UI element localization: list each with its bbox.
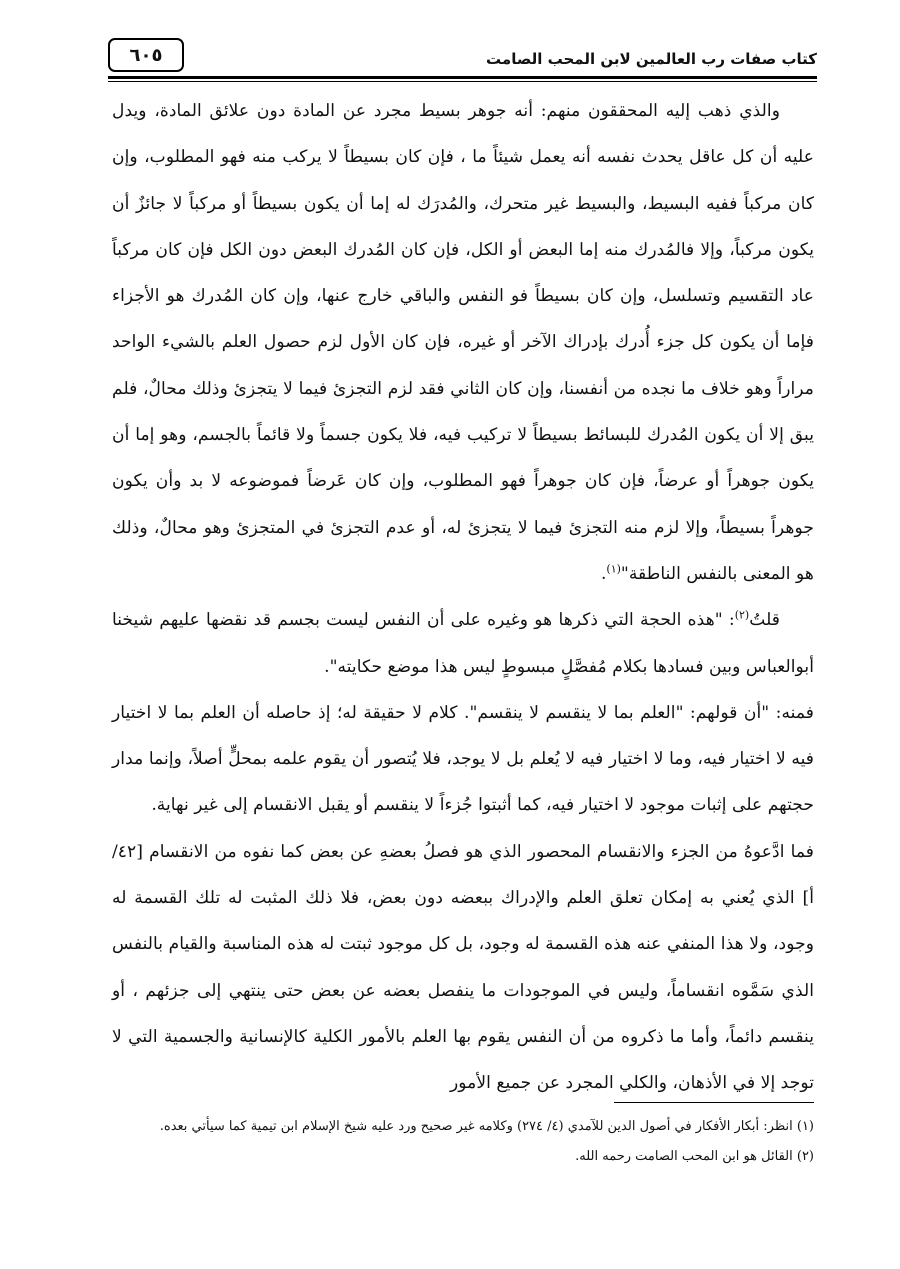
footnote-separator <box>614 1102 814 1103</box>
page-header <box>108 38 817 74</box>
paragraph-2 <box>112 597 814 690</box>
paragraph-1-text: والذي ذهب إليه المحققون منهم: أنه جوهر بسيط مجرد عن المادة دون علائق المادة، ويدل عليه أن كل عاقل يحدث نفسه أنه يعمل شيئاً ما ، فإن كان بسيطاً لا يركب منه فهو المطلوب، وإن كان مركباً ففيه البسيط، والبسيط غير متحرك، والمُدرَك له إما أن يكون بسيطاً أو مركباً لا جائزٌ أن يكون مركباً، وإلا فالمُدرك منه إما البعض أو الكل، فإن كان المُدرك البعض دون الكل فإن كان مركباً عاد التقسيم وتسلسل، وإن كان بسيطاً فو النفس والباقي خارج عنها، وإن كان المُدرك هو الأجزاء فإما أن يكون كل جزء أُدرك بإدراك الآخر أو غيره، فإن كان الأول لزم حصول العلم بالشيء الواحد مراراً وهو خلاف ما نجده من أنفسنا، وإن كان الثاني فقد لزم التجزئ فيما لا يتجزئ وذلك محالٌ، فلم يبق إلا أن يكون المُدرك للبسائط بسيطاً لا تركيب فيه، فلا يكون جسماً ولا قائماً بالجسم، وهو إما أن يكون جوهراً أو عرضاً، فإن كان جوهراً فهو المطلوب، وإن كان عَرضاً فموضوعه لا بد وأن يكون جوهراً بسيطاً، وإلا لزم منه التجزئ فيما لا يتجزئ له، أو عدم التجزئ في المتجزئ وهو محالٌ، وذلك هو المعنى بالنفس الناطقة" <box>112 101 814 584</box>
footnote-1: (١) انظر: أبكار الأفكار في أصول الدين للآمدي (٤/ ٢٧٤) وكلامه غير صحيح ورد عليه شيخ الإسلام ابن تيمية كما سيأتي بعده. <box>159 1119 814 1134</box>
footnote-ref-2[interactable]: (٢) <box>734 608 750 622</box>
paragraph-1-end: . <box>600 563 607 584</box>
footnote-ref-1[interactable]: (١) <box>606 562 621 576</box>
footnotes <box>112 1112 814 1172</box>
paragraph-3: فمنه: "أن قولهم: "العلم بما لا ينقسم لا ينقسم". كلام لا حقيقة له؛ إذ حاصله أن العلم بما لا اختيار فيه لا اختيار فيه، وما لا اختيار فيه لا يُعلم بل لا يوجد، فلا يُتصور أن يقوم علمه بمحلٍّ أصلاً، وإنما مدار حجتهم على إثبات موجود لا اختيار فيه، كما أثبتوا جُزءاً لا ينقسم أو يقبل الانقسام إلى غير نهاية. <box>112 702 814 816</box>
paragraph-2-start: قلتُ <box>749 610 780 631</box>
paragraph-1 <box>112 88 814 597</box>
header-rule-thick <box>108 76 817 79</box>
main-text <box>112 88 814 1107</box>
paragraph-2-text: : "هذه الحجة التي ذكرها هو وغيره على أن النفس ليست بجسم قد نقضها عليهم شيخنا أبوالعباس وبين فسادها بكلام مُفصَّلٍ مبسوطٍ ليس هذا موضع حكايته". <box>112 610 814 677</box>
paragraph-4: فما ادَّعوهُ من الجزء والانقسام المحصور الذي هو فصلُ بعضهِ عن بعض كما نفوه من الانقسام [٤٢/أ] الذي يُعني به إمكان تعلق العلم والإدراك ببعضه دون بعض، فلا ذلك المثبت له تلك القسمة له وجود، ولا هذا المنفي عنه هذه القسمة له وجود، بل كل موجود ثبتت له هذه المناسبة والقيام بالنفس الذي سَمَّوه انقساماً، وليس في الموجودات ما ينفصل بعضه عن بعض حتى ينتهي إلى جزئهم ، أو ينقسم دائماً، وأما ما ذكروه من أن النفس يقوم بها العلم بالأمور الكلية كالإنسانية والجسمية التي لا توجد إلا في الأذهان، والكلي المجرد عن جميع الأمور <box>112 841 814 1094</box>
page-number: ٦٠٥ <box>108 38 184 72</box>
footnote-2: (٢) القائل هو ابن المحب الصامت رحمه الله. <box>575 1149 814 1164</box>
header-rule-thin <box>108 81 817 82</box>
book-title: كتاب صفات رب العالمين لابن المحب الصامت <box>486 50 817 68</box>
